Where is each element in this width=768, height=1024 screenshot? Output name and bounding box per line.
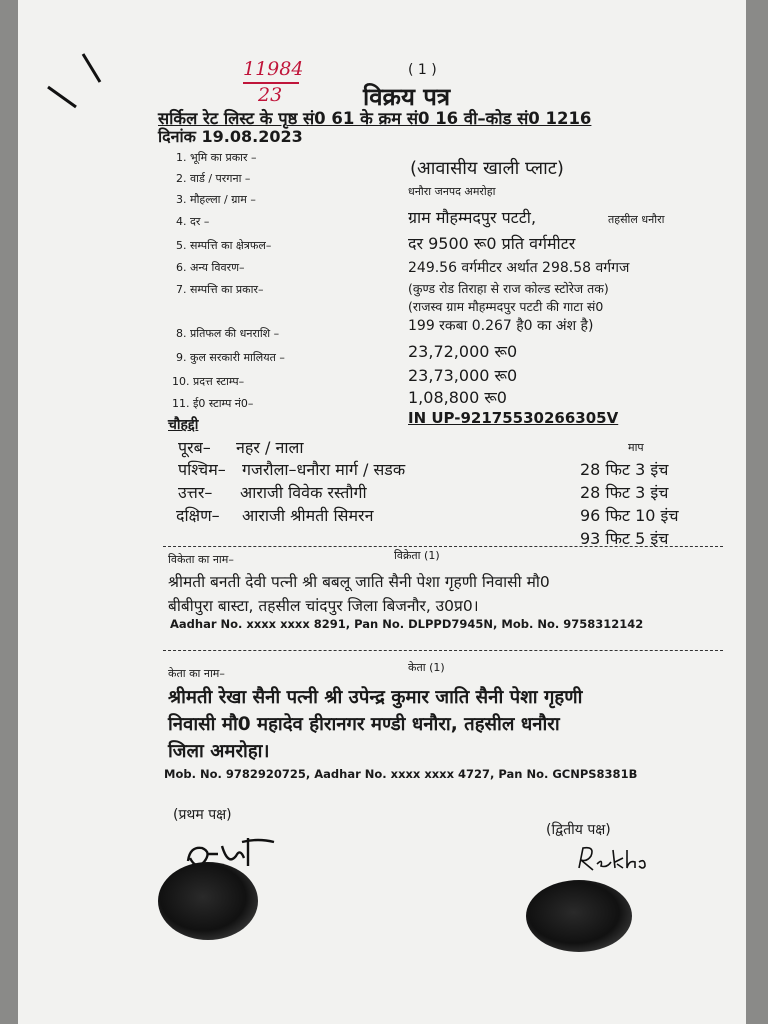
first-party-thumb-impression: [158, 862, 258, 940]
value-village-tehsil: तहसील धनौरा: [608, 213, 665, 226]
buyer-section-label: केता (1): [408, 661, 445, 674]
value-land-type: (आवासीय खाली प्लाट): [410, 158, 564, 179]
buyer-detail-line3: जिला अमरोहा।: [168, 741, 270, 762]
label-govt-value: 9. कुल सरकारी मालियत –: [176, 351, 285, 364]
boundary-measure-west: 28 फिट 3 इंच: [580, 460, 669, 479]
value-other-line1: (कुण्ड रोड तिराहा से राज कोल्ड स्टोरेज तक): [408, 281, 609, 296]
measure-heading: माप: [628, 441, 644, 454]
value-rate: दर 9500 रू0 प्रति वर्गमीटर: [408, 234, 576, 253]
second-party-thumb-impression: [526, 880, 632, 952]
seller-divider: [163, 546, 723, 547]
page-number: ( 1 ): [408, 62, 437, 78]
boundary-desc-east: नहर / नाला: [236, 438, 304, 457]
boundary-side-north: उत्तर–: [178, 483, 213, 502]
boundary-side-east: पूरब–: [178, 438, 211, 457]
first-party-label: (प्रथम पक्ष): [173, 807, 232, 823]
label-property-type: 7. सम्पत्ति का प्रकार–: [176, 283, 264, 296]
label-stamp-paid: 10. प्रदत्त स्टाम्प–: [172, 375, 245, 388]
value-stamp-paid: 1,08,800 रू0: [408, 388, 507, 407]
buyer-divider: [163, 650, 723, 651]
label-pargana: 2. वार्ड / परगना –: [176, 172, 251, 185]
value-govt-value: 23,73,000 रू0: [408, 366, 518, 385]
boundary-measure-north: 28 फिट 3 इंच: [580, 483, 669, 502]
value-consideration: 23,72,000 रू0: [408, 342, 518, 361]
seller-id-line: Aadhar No. xxxx xxxx 8291, Pan No. DLPPD7945N, Mob. No. 9758312142: [170, 617, 644, 631]
buyer-detail-line1: श्रीमती रेखा सैनी पत्नी श्री उपेन्द्र कुमार जाति सैनी पेशा गृहणी: [168, 687, 583, 708]
circle-rate-line: सर्किल रेट लिस्ट के पृष्ठ सं0 61 के क्रम सं0 16 वी–कोड सं0 1216: [158, 109, 592, 128]
boundary-side-south: दक्षिण–: [176, 506, 220, 525]
hand-registration-year: 23: [258, 84, 283, 106]
boundary-desc-north: आराजी विवेक रस्तौगी: [240, 483, 367, 502]
label-village: 3. मौहल्ला / ग्राम –: [176, 193, 256, 206]
second-party-signature: [573, 838, 653, 878]
value-area: 249.56 वर्गमीटर अर्थात 298.58 वर्गगज: [408, 260, 630, 276]
seller-name-label: विकेता का नाम–: [168, 553, 234, 566]
buyer-name-label: केता का नाम–: [168, 667, 225, 680]
value-pargana: धनौरा जनपद अमरोहा: [408, 185, 496, 198]
label-consideration: 8. प्रतिफल की धनराशि –: [176, 327, 280, 340]
boundaries-heading: चौहद्दी: [168, 417, 199, 433]
document-title: विक्रय पत्र: [363, 83, 451, 111]
label-land-type: 1. भूमि का प्रकार –: [176, 151, 257, 164]
boundary-desc-west: गजरौला–धनौरा मार्ग / सडक: [242, 460, 406, 479]
deed-date: दिनांक 19.08.2023: [158, 127, 303, 146]
seller-detail-line1: श्रीमती बनती देवी पत्नी श्री बबलू जाति सैनी पेशा गृहणी निवासी मौ0: [168, 573, 550, 591]
label-area: 5. सम्पत्ति का क्षेत्रफल–: [176, 239, 272, 252]
boundary-side-west: पश्चिम–: [178, 460, 226, 479]
seller-detail-line2: बीबीपुरा बास्टा, तहसील चांदपुर जिला बिजनौर, उ0प्र0।: [168, 597, 479, 615]
seller-section-label: विक्रेता (1): [394, 549, 440, 562]
label-other: 6. अन्य विवरण–: [176, 261, 245, 274]
label-rate: 4. दर –: [176, 215, 210, 228]
boundary-desc-south: आराजी श्रीमती सिमरन: [242, 506, 374, 525]
value-village: ग्राम मौहम्मदपुर पटटी,: [408, 208, 537, 227]
deed-page: [18, 0, 746, 1024]
buyer-detail-line2: निवासी मौ0 महादेव हीरानगर मण्डी धनौरा, तहसील धनौरा: [168, 714, 560, 735]
value-other-line3: 199 रकबा 0.267 है0 का अंश है): [408, 318, 594, 334]
boundary-measure-south: 96 फिट 10 इंच: [580, 506, 679, 525]
value-other-line2: (राजस्व ग्राम मौहम्मदपुर पटटी की गाटा सं0: [408, 299, 604, 314]
hand-registration-number: 11984: [243, 58, 304, 80]
second-party-label: (द्वितीय पक्ष): [546, 822, 611, 838]
pen-strokes-mark: [38, 42, 128, 112]
label-estamp-no: 11. ई0 स्टाम्प नं0–: [172, 397, 254, 410]
buyer-id-line: Mob. No. 9782920725, Aadhar No. xxxx xxxx 4727, Pan No. GCNPS8381B: [164, 767, 638, 781]
boundary-measure-extra: 93 फिट 5 इंच: [580, 529, 669, 548]
value-estamp-no: IN UP-92175530266305V: [408, 409, 619, 427]
